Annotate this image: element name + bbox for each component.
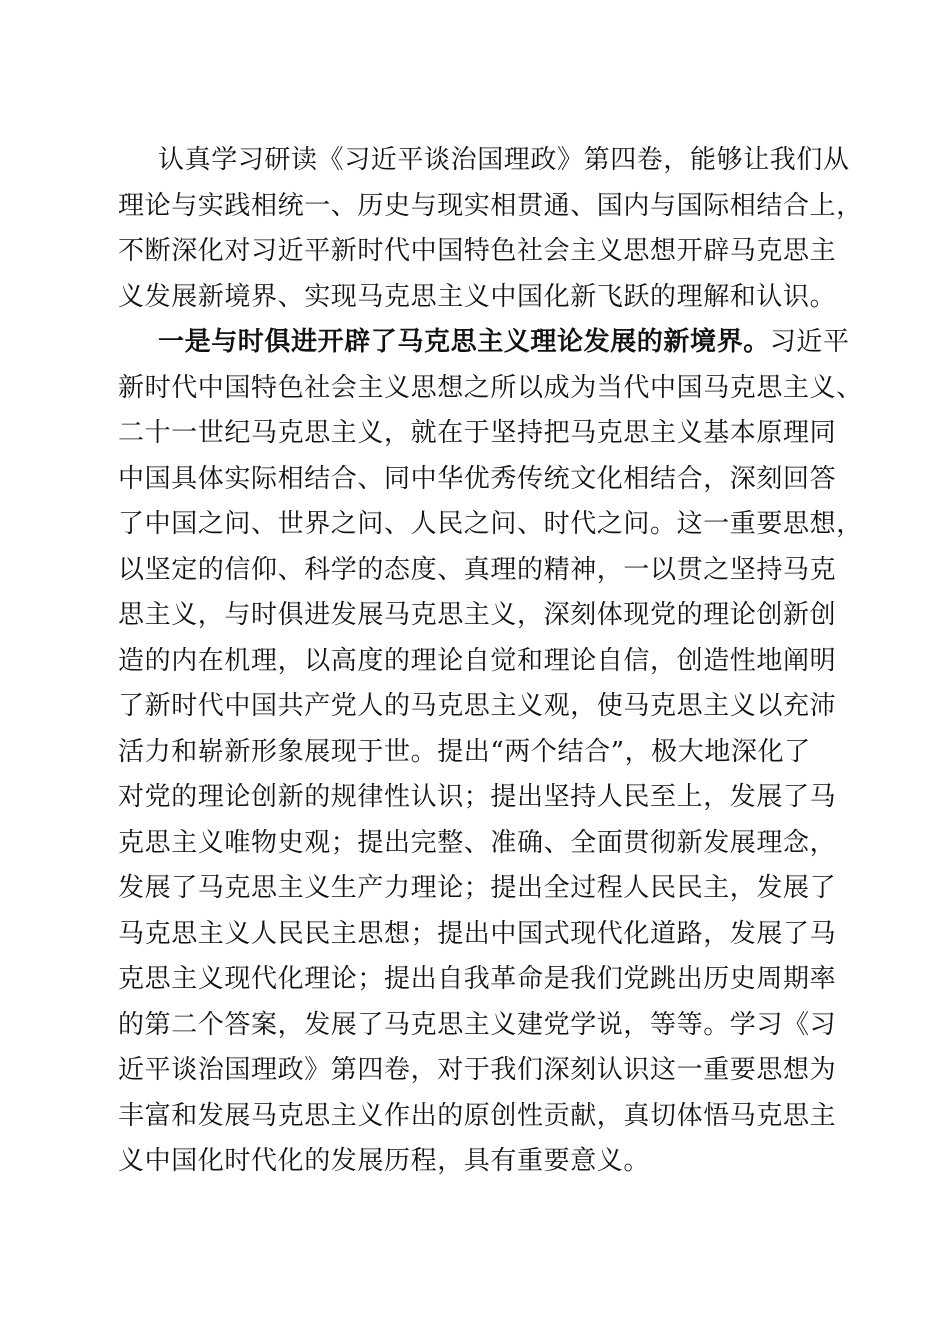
text-line: 以坚定的信仰、科学的态度、真理的精神，一以贯之坚持马克 bbox=[118, 554, 837, 585]
text-line: 的第二个答案，发展了马克思主义建党学说，等等。学习《习 bbox=[118, 1009, 837, 1040]
text-line: 克思主义唯物史观；提出完整、准确、全面贯彻新发展理念， bbox=[118, 827, 837, 858]
text-line: 马克思主义人民民主思想；提出中国式现代化道路，发展了马 bbox=[118, 918, 837, 949]
text-line: 新时代中国特色社会主义思想之所以成为当代中国马克思主义、 bbox=[118, 372, 863, 403]
text-line: 认真学习研读《习近平谈治国理政》第四卷，能够让我们从 bbox=[158, 145, 850, 175]
paragraph-intro bbox=[118, 138, 863, 320]
text-line: 义发展新境界、实现马克思主义中国化新飞跃的理解和认识。 bbox=[118, 281, 837, 312]
text-line: 不断深化对习近平新时代中国特色社会主义思想开辟马克思主 bbox=[118, 236, 837, 266]
paragraph-point-one bbox=[118, 320, 863, 1185]
text-line: 了中国之问、世界之问、人民之问、时代之问。这一重要思想， bbox=[118, 509, 863, 539]
text-line: 义中国化时代化的发展历程，具有重要意义。 bbox=[118, 1146, 651, 1176]
text-line: 了新时代中国共产党人的马克思主义观，使马克思主义以充沛 bbox=[118, 691, 837, 721]
text-line: 克思主义现代化理论；提出自我革命是我们党跳出历史周期率 bbox=[118, 964, 837, 994]
paragraph-lead-heading: 一是与时俱进开辟了马克思主义理论发展的新境界。 bbox=[158, 327, 770, 357]
text-line: 造的内在机理，以高度的理论自觉和理论自信，创造性地阐明 bbox=[118, 645, 837, 676]
text-line: 中国具体实际相结合、同中华优秀传统文化相结合，深刻回答 bbox=[118, 463, 837, 494]
text-fragment: 习近平 bbox=[769, 327, 850, 357]
text-line: 发展了马克思主义生产力理论；提出全过程人民民主，发展了 bbox=[118, 873, 837, 903]
text-line: 二十一世纪马克思主义，就在于坚持把马克思主义基本原理同 bbox=[118, 418, 837, 448]
text-line: 思主义，与时俱进发展马克思主义，深刻体现党的理论创新创 bbox=[118, 600, 837, 630]
text-line: 理论与实践相统一、历史与现实相贯通、国内与国际相结合上， bbox=[118, 190, 863, 221]
text-line: 近平谈治国理政》第四卷，对于我们深刻认识这一重要思想为 bbox=[118, 1055, 837, 1085]
document-body bbox=[118, 138, 863, 1185]
text-line: 活力和崭新形象展现于世。提出“两个结合”，极大地深化了 bbox=[118, 736, 811, 767]
text-line bbox=[118, 320, 850, 366]
text-line: 丰富和发展马克思主义作出的原创性贡献，真切体悟马克思主 bbox=[118, 1100, 837, 1131]
text-line: 对党的理论创新的规律性认识；提出坚持人民至上，发展了马 bbox=[118, 782, 837, 812]
